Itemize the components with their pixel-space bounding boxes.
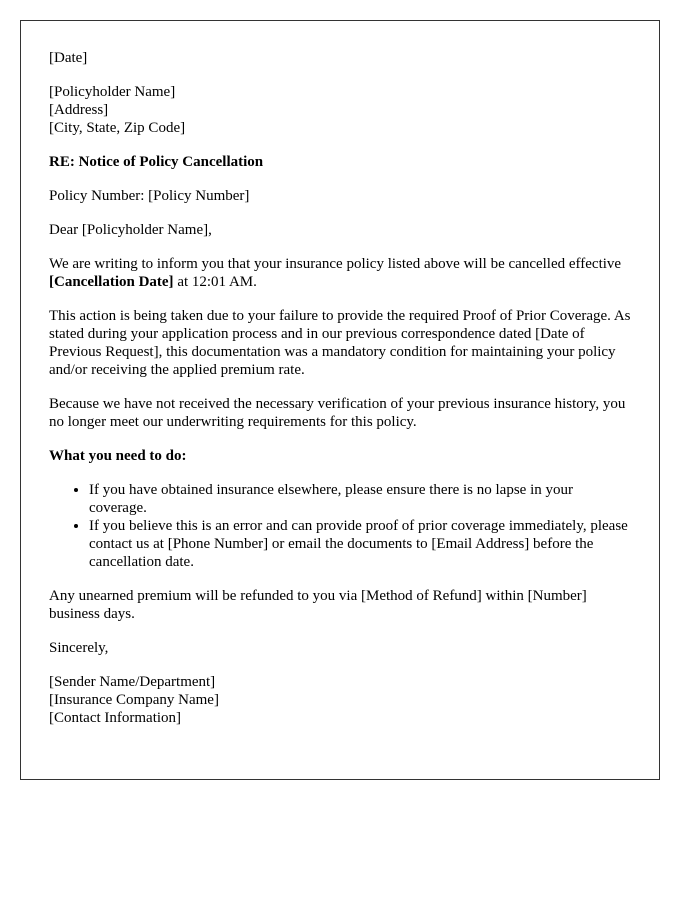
contact-information: [Contact Information] xyxy=(49,710,182,726)
letter-date: [Date] xyxy=(49,50,88,66)
cancellation-date: [Cancellation Date] xyxy=(49,274,174,290)
reason-paragraph: This action is being taken due to your failure to provide the required Proof of Prior Coverage. As stated during your application process and in our previous correspondence dated [Date of Previous Request], this documentation was a mandatory condition for maintaining your policy and/or receiving the applied premium rate. xyxy=(49,308,631,378)
recipient-address-block xyxy=(49,83,631,137)
letter-page xyxy=(20,20,660,780)
cancellation-text-after: at 12:01 AM. xyxy=(173,274,257,290)
action-item: • If you have obtained insurance elsewhere, please ensure there is no lapse in your coverage. xyxy=(89,481,631,517)
salutation: Dear [Policyholder Name], xyxy=(49,222,212,238)
subject-line: RE: Notice of Policy Cancellation xyxy=(49,154,264,170)
underwriting-paragraph: Because we have not received the necessary verification of your previous insurance history, you no longer meet our underwriting requirements for this policy. xyxy=(49,396,626,430)
sender-name: [Sender Name/Department] xyxy=(49,674,216,690)
company-name: [Insurance Company Name] xyxy=(49,692,219,708)
recipient-address: [Address] xyxy=(49,102,109,118)
policy-number: Policy Number: [Policy Number] xyxy=(49,188,250,204)
action-list xyxy=(49,481,631,571)
recipient-name: [Policyholder Name] xyxy=(49,84,176,100)
action-heading: What you need to do: xyxy=(49,448,187,464)
action-item: • If you believe this is an error and can provide proof of prior coverage immediately, please contact us at [Phone Number] or email the documents to [Email Address] before the cancellation date. xyxy=(89,517,631,571)
cancellation-paragraph xyxy=(49,255,631,291)
recipient-city-state-zip: [City, State, Zip Code] xyxy=(49,120,186,136)
refund-paragraph: Any unearned premium will be refunded to you via [Method of Refund] within [Number] business days. xyxy=(49,588,587,622)
closing: Sincerely, xyxy=(49,640,109,656)
signature-block xyxy=(49,673,631,727)
cancellation-text-before: We are writing to inform you that your insurance policy listed above will be cancelled effective xyxy=(49,256,622,272)
